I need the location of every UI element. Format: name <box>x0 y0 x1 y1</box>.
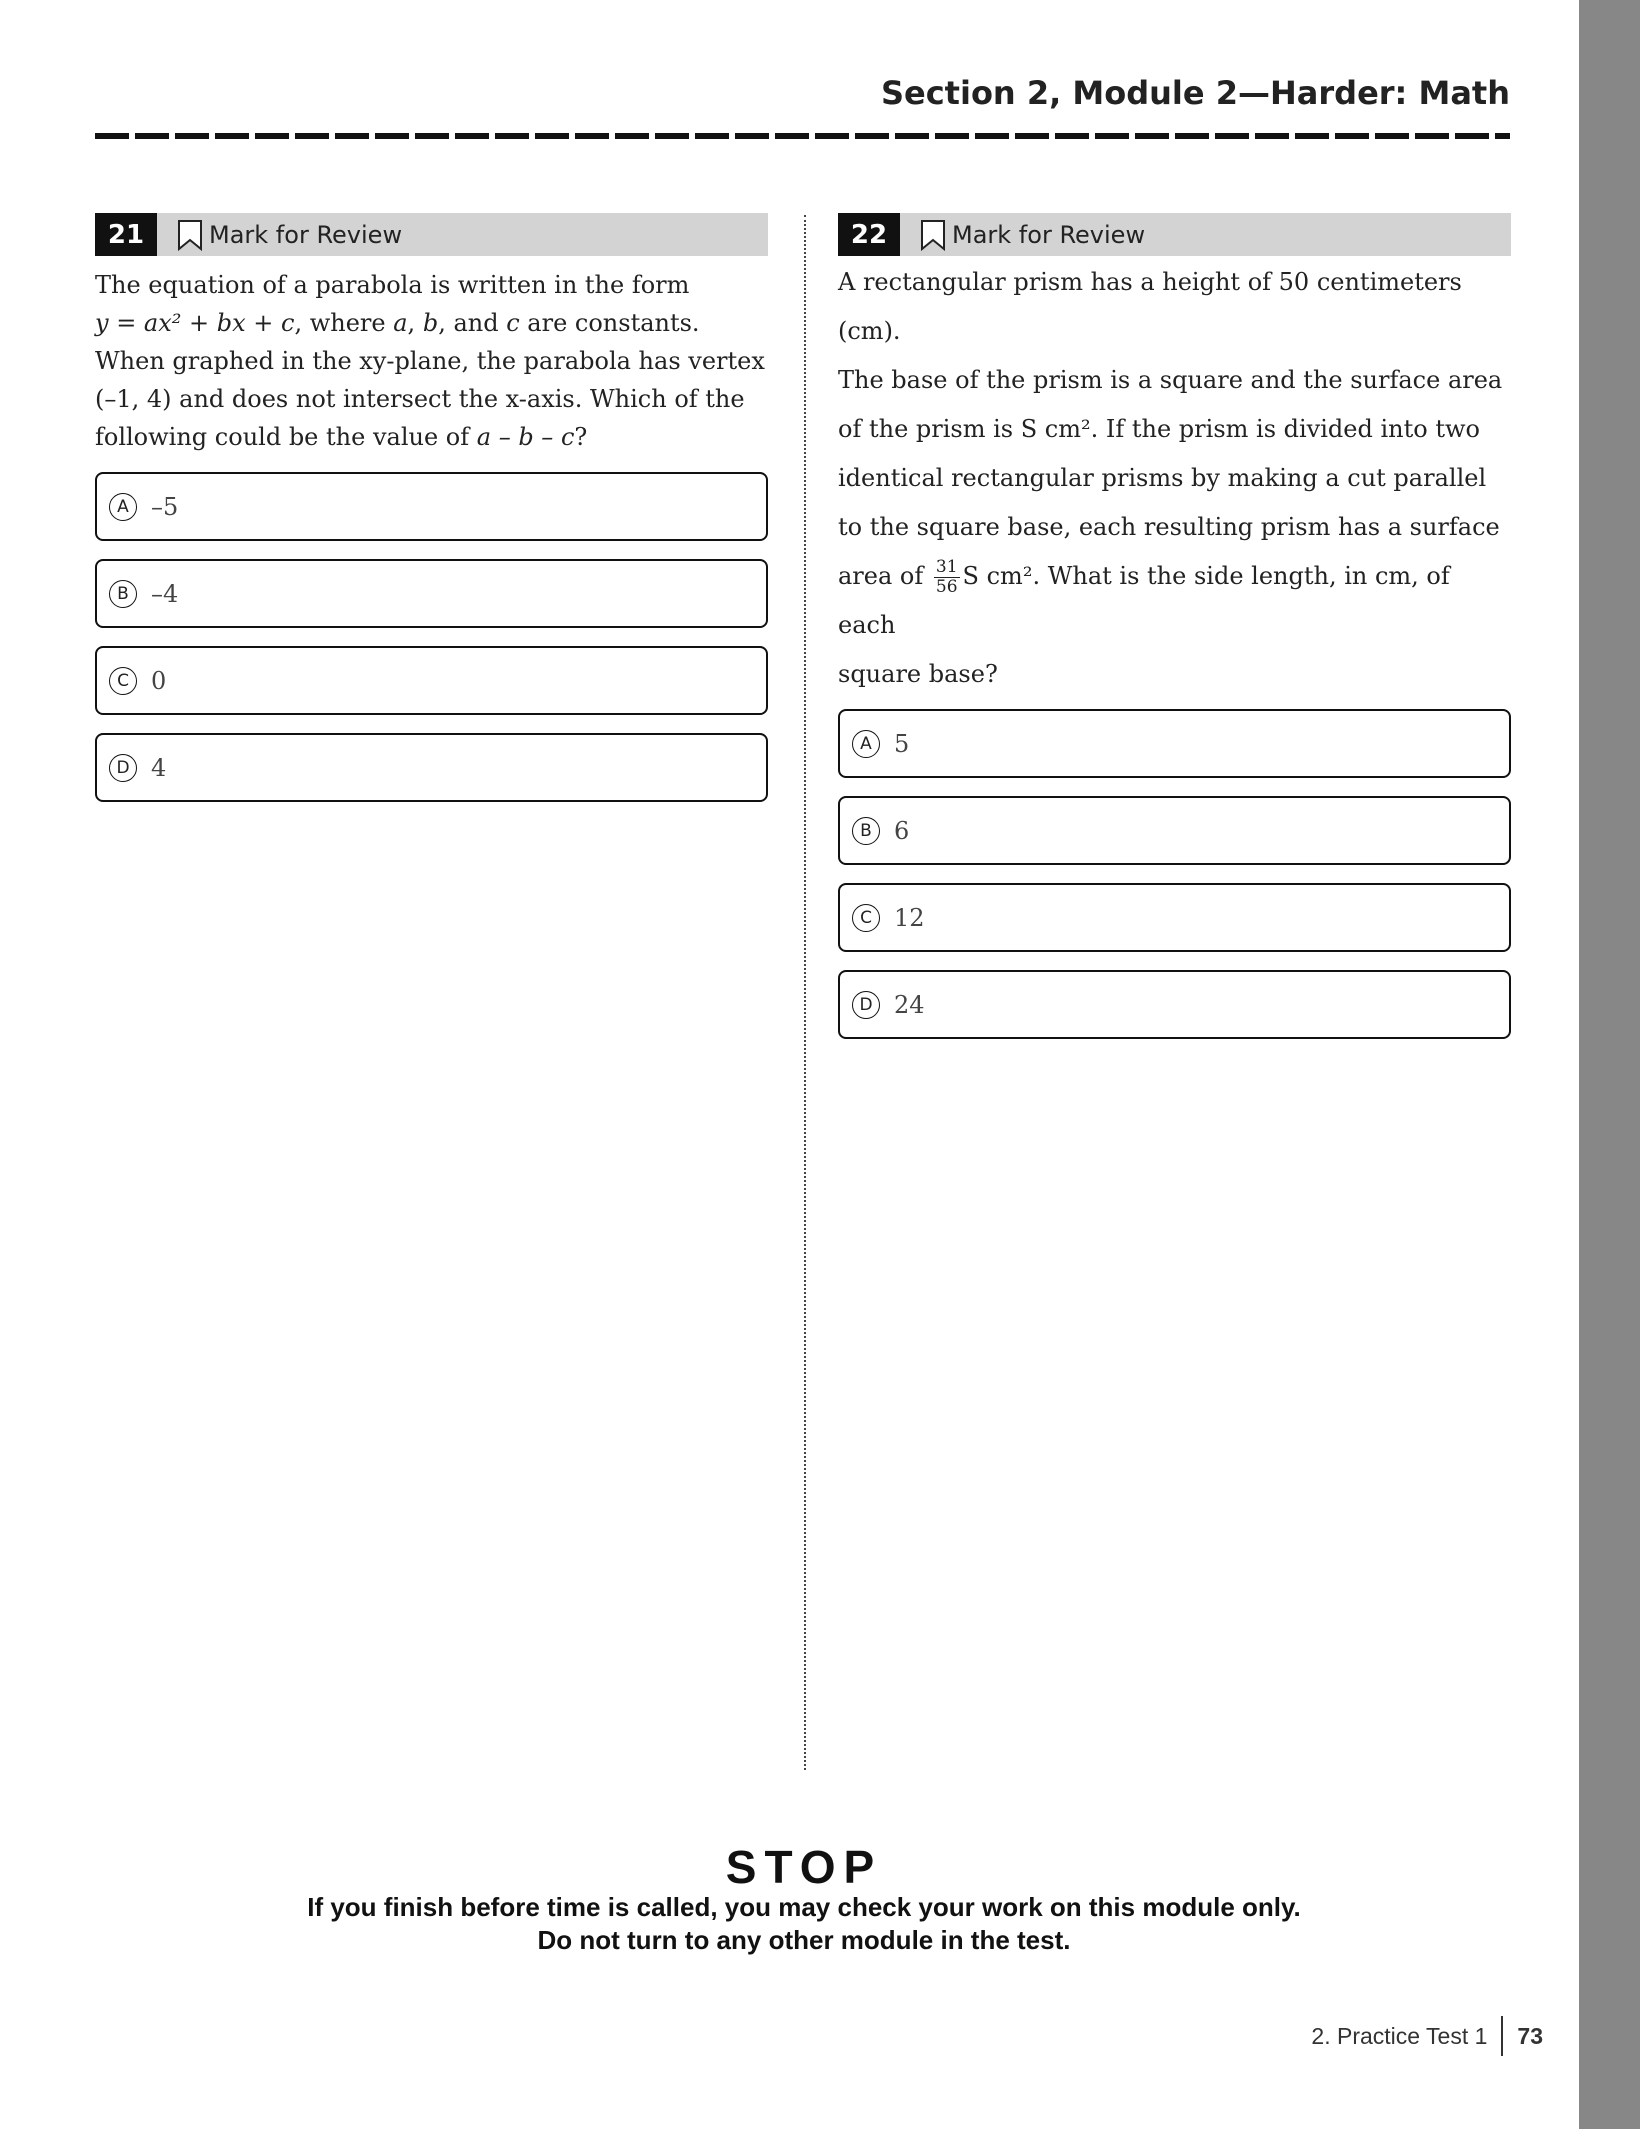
footer-separator <box>1501 2016 1503 2056</box>
bookmark-icon[interactable] <box>177 219 203 251</box>
stop-instruction-1: If you finish before time is called, you may check your work on this module only. <box>307 1892 1301 1922</box>
text-line: (–1, 4) and does not intersect the x-axis. Which of the <box>95 385 745 413</box>
choice-value: –4 <box>151 579 179 608</box>
text-line <box>95 418 768 456</box>
choice-letter: D <box>852 991 880 1019</box>
choice-d[interactable] <box>95 733 768 802</box>
stop-title: STOP <box>725 1841 883 1893</box>
page-footer <box>1311 2016 1543 2056</box>
expression: a – b – c <box>476 423 575 451</box>
text-line <box>838 552 1511 650</box>
choice-c[interactable] <box>838 883 1511 952</box>
choice-letter: A <box>109 493 137 521</box>
question-number: 21 <box>95 213 157 256</box>
footer-label: 2. Practice Test 1 <box>1311 2022 1488 2049</box>
text-line: The equation of a parabola is written in the form <box>95 271 690 299</box>
choice-letter: C <box>109 667 137 695</box>
equation: y = ax² + bx + c <box>95 309 295 337</box>
choice-value: 12 <box>894 903 925 932</box>
question-text <box>838 258 1511 699</box>
choice-a[interactable] <box>838 709 1511 778</box>
text: ? <box>574 423 588 451</box>
choice-d[interactable] <box>838 970 1511 1039</box>
numerator: 31 <box>935 557 958 577</box>
text-line: of the prism is S cm². If the prism is divided into two <box>838 415 1480 443</box>
choice-value: 4 <box>151 753 167 782</box>
choice-value: –5 <box>151 492 179 521</box>
var: c <box>506 309 520 337</box>
answer-choices <box>838 709 1511 1039</box>
page-number: 73 <box>1517 2022 1543 2049</box>
text-line: The base of the prism is a square and the surface area <box>838 366 1503 394</box>
choice-value: 24 <box>894 990 925 1019</box>
column-divider <box>804 215 806 1770</box>
text-line: to the square base, each resulting prism has a surface <box>838 513 1500 541</box>
stop-instruction-2: Do not turn to any other module in the test. <box>537 1925 1071 1955</box>
text-line: y = ax² + bx + c, where a, b, and c are constants. <box>95 309 700 337</box>
var: a <box>393 309 408 337</box>
text-line: square base? <box>838 660 998 688</box>
question-text <box>95 266 768 456</box>
choice-letter: B <box>109 580 137 608</box>
text-line: identical rectangular prisms by making a cut parallel <box>838 464 1487 492</box>
text: , and <box>438 309 507 337</box>
question-21 <box>95 213 768 820</box>
choice-a[interactable] <box>95 472 768 541</box>
text: are constants. <box>519 309 700 337</box>
choice-letter: D <box>109 754 137 782</box>
text: following could be the value of <box>95 423 477 451</box>
choice-letter: B <box>852 817 880 845</box>
section-title: Section 2, Module 2—Harder: Math <box>880 74 1510 112</box>
fraction <box>934 558 960 597</box>
page-edge-bar <box>1579 0 1640 2129</box>
bookmark-icon[interactable] <box>920 219 946 251</box>
choice-b[interactable] <box>838 796 1511 865</box>
choice-value: 6 <box>894 816 910 845</box>
denominator: 56 <box>935 577 958 597</box>
question-header <box>95 213 768 256</box>
choice-b[interactable] <box>95 559 768 628</box>
question-header <box>838 213 1511 256</box>
mark-for-review-button[interactable]: Mark for Review <box>952 220 1146 249</box>
choice-value: 0 <box>151 666 167 695</box>
question-22 <box>838 213 1511 1057</box>
choice-c[interactable] <box>95 646 768 715</box>
mark-for-review-button[interactable]: Mark for Review <box>209 220 403 249</box>
choice-letter: C <box>852 904 880 932</box>
question-number: 22 <box>838 213 900 256</box>
text-line: When graphed in the xy-plane, the parabola has vertex <box>95 347 765 375</box>
text: , where <box>294 309 394 337</box>
choice-letter: A <box>852 730 880 758</box>
text-line: A rectangular prism has a height of 50 centimeters (cm). <box>838 268 1462 345</box>
choice-value: 5 <box>894 729 910 758</box>
var: b <box>422 309 439 337</box>
text: S cm². What is the side length, in cm, of each <box>838 562 1450 639</box>
text: area of <box>838 562 924 590</box>
header-divider <box>95 133 1510 139</box>
answer-choices <box>95 472 768 802</box>
